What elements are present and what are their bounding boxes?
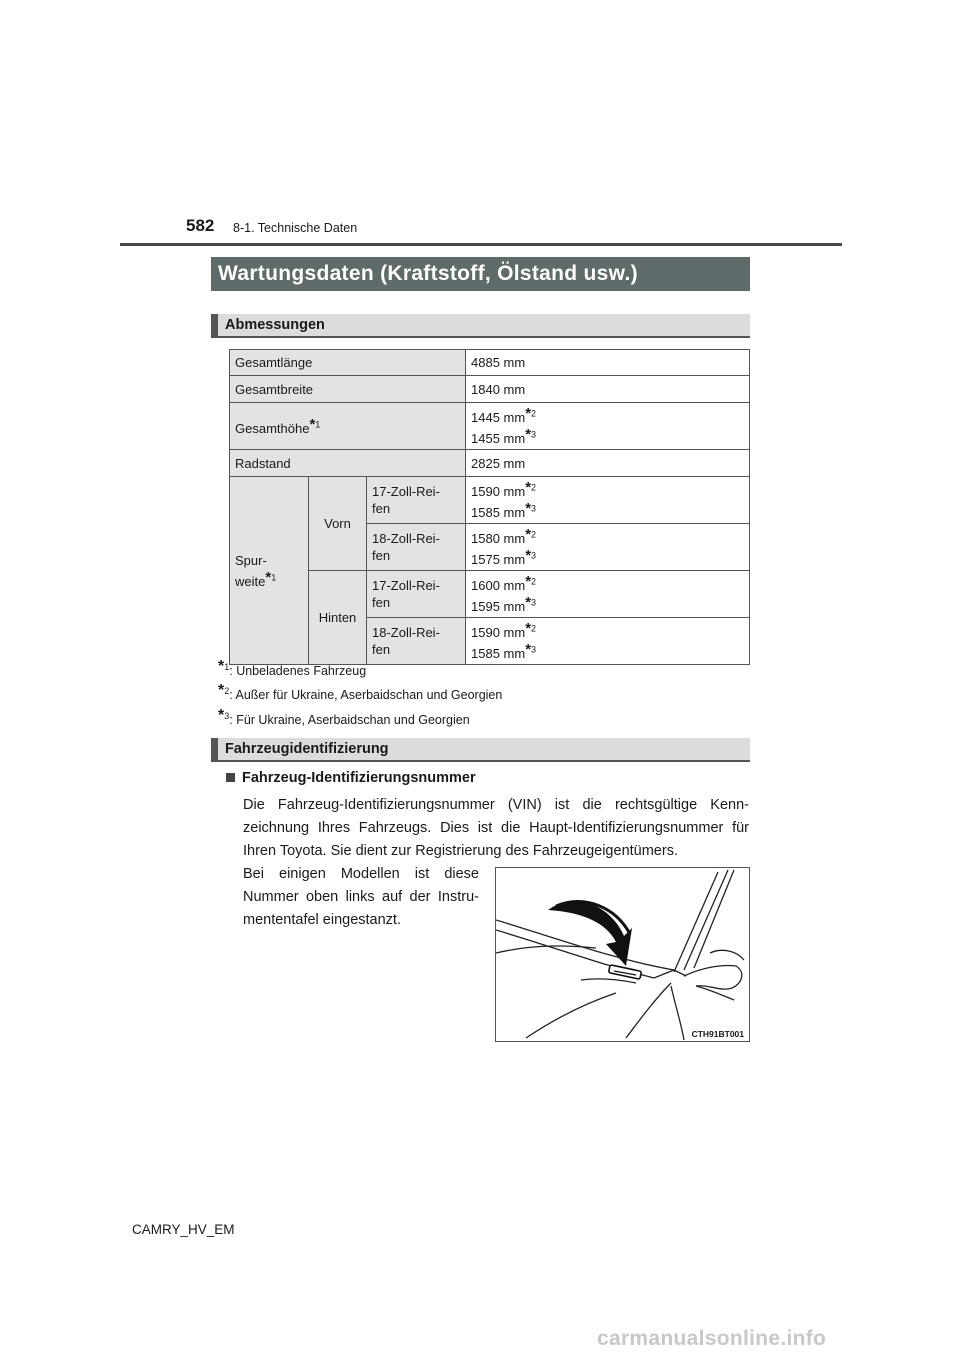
header-rule xyxy=(120,243,842,246)
vin-description: Die Fahrzeug-Identifizierungsnummer (VIN) ist die rechtsgültige Kenn-zeichnung Ihres Fahrzeugs. Dies ist die Haupt-Identifizierungsnummer für Ihren Toyota. Sie dient zur Registrierung des Fahrzeugeigentümers. xyxy=(243,797,749,859)
cell-text: 1600 mm xyxy=(471,578,526,593)
section-heading-dimensions: Abmessungen xyxy=(211,314,750,338)
asterisk-icon: * xyxy=(218,682,225,699)
table-row xyxy=(230,450,750,477)
footnote-ref: 3 xyxy=(531,503,537,514)
table-cell xyxy=(367,524,466,571)
footnote-ref: 2 xyxy=(531,529,537,540)
table-cell xyxy=(466,403,750,450)
footnote-ref: 2 xyxy=(531,482,537,493)
cell-text: fen xyxy=(372,595,391,610)
asterisk-icon: * xyxy=(525,426,532,443)
asterisk-icon: * xyxy=(525,500,532,517)
dimensions-table xyxy=(229,349,750,665)
table-cell: Vorn xyxy=(309,477,367,571)
asterisk-icon: * xyxy=(218,707,225,724)
table-cell xyxy=(466,618,750,665)
asterisk-icon: * xyxy=(525,573,532,590)
asterisk-icon: * xyxy=(309,415,316,433)
table-cell xyxy=(367,477,466,524)
asterisk-icon: * xyxy=(525,547,532,564)
cell-text: fen xyxy=(372,642,391,657)
cell-text: 18-Zoll-Rei- xyxy=(372,625,440,640)
cell-text: 17-Zoll-Rei- xyxy=(372,484,440,499)
cell-text: 1590 mm xyxy=(471,625,526,640)
page-title: Wartungsdaten (Kraftstoff, Ölstand usw.) xyxy=(211,257,750,291)
footnote-ref: 1 xyxy=(315,419,321,430)
cell-text: weite xyxy=(235,573,266,589)
cell-text: 1575 mm xyxy=(471,552,526,567)
table-cell xyxy=(230,403,466,450)
section-heading-identification: Fahrzeugidentifizierung xyxy=(211,738,750,762)
table-cell xyxy=(466,477,750,524)
figure-code: CTH91BT001 xyxy=(691,1029,744,1039)
table-cell: 1840 mm xyxy=(466,376,750,403)
footnote-ref: 3 xyxy=(531,550,537,561)
watermark: carmanualsonline.info xyxy=(597,1327,827,1350)
footnote-ref: 2 xyxy=(531,623,537,634)
footnote-text: : Außer für Ukraine, Aserbaidschan und Georgien xyxy=(229,688,503,702)
cell-text: 1445 mm xyxy=(471,410,526,425)
cell-text: 1580 mm xyxy=(471,531,526,546)
cell-text: Gesamthöhe xyxy=(235,420,310,436)
subheading xyxy=(226,770,476,786)
footnote-number: 2 xyxy=(224,685,230,696)
asterisk-icon: * xyxy=(525,479,532,496)
asterisk-icon: * xyxy=(525,594,532,611)
dashboard-drawing xyxy=(496,868,749,1041)
cell-text: 1455 mm xyxy=(471,431,526,446)
table-cell xyxy=(367,571,466,618)
footnote-text: : Für Ukraine, Aserbaidschan und Georgien xyxy=(229,713,470,727)
asterisk-icon: * xyxy=(525,526,532,543)
table-cell xyxy=(367,618,466,665)
cell-text: 1585 mm xyxy=(471,505,526,520)
vin-location-illustration xyxy=(495,867,750,1042)
table-cell xyxy=(466,524,750,571)
asterisk-icon: * xyxy=(525,641,532,658)
cell-text: Spur- xyxy=(235,552,267,568)
footnote-ref: 3 xyxy=(531,644,537,655)
vin-location-text: Bei einigen Modellen ist diese Nummer oben links auf der Instru-mententafel eingestanzt. xyxy=(243,866,479,928)
footnote-ref: 2 xyxy=(531,408,537,419)
asterisk-icon: * xyxy=(525,620,532,637)
asterisk-icon: * xyxy=(265,568,272,586)
table-row xyxy=(230,376,750,403)
table-cell: Hinten xyxy=(309,571,367,665)
footnote-text: : Unbeladenes Fahrzeug xyxy=(229,664,367,678)
footnote-ref: 3 xyxy=(531,597,537,608)
table-cell: 2825 mm xyxy=(466,450,750,477)
square-bullet-icon xyxy=(226,773,235,782)
table-cell: Radstand xyxy=(230,450,466,477)
footnote-ref: 3 xyxy=(531,429,537,440)
cell-text: 17-Zoll-Rei- xyxy=(372,578,440,593)
cell-text: 1585 mm xyxy=(471,646,526,661)
footnote-number: 3 xyxy=(224,710,230,721)
footnote xyxy=(218,658,366,678)
table-cell: Gesamtbreite xyxy=(230,376,466,403)
cell-text: 1590 mm xyxy=(471,484,526,499)
footnote xyxy=(218,707,470,727)
table-row xyxy=(230,350,750,376)
table-cell: Gesamtlänge xyxy=(230,350,466,376)
footnote-ref: 1 xyxy=(271,572,277,583)
footnote-ref: 2 xyxy=(531,576,537,587)
footnote-number: 1 xyxy=(224,661,230,672)
model-code: CAMRY_HV_EM xyxy=(132,1222,235,1237)
table-cell xyxy=(230,477,309,665)
footnote xyxy=(218,682,502,702)
cell-text: fen xyxy=(372,548,391,563)
table-cell xyxy=(466,571,750,618)
cell-text: 18-Zoll-Rei- xyxy=(372,531,440,546)
table-cell: 4885 mm xyxy=(466,350,750,376)
cell-text: fen xyxy=(372,501,391,516)
asterisk-icon: * xyxy=(525,405,532,422)
table-row xyxy=(230,403,750,450)
asterisk-icon: * xyxy=(218,658,225,675)
cell-text: 1595 mm xyxy=(471,599,526,614)
subheading-text: Fahrzeug-Identifizierungsnummer xyxy=(242,770,476,786)
page-number: 582 xyxy=(186,216,215,235)
chapter-title: 8-1. Technische Daten xyxy=(233,221,358,235)
table-row xyxy=(230,477,750,524)
